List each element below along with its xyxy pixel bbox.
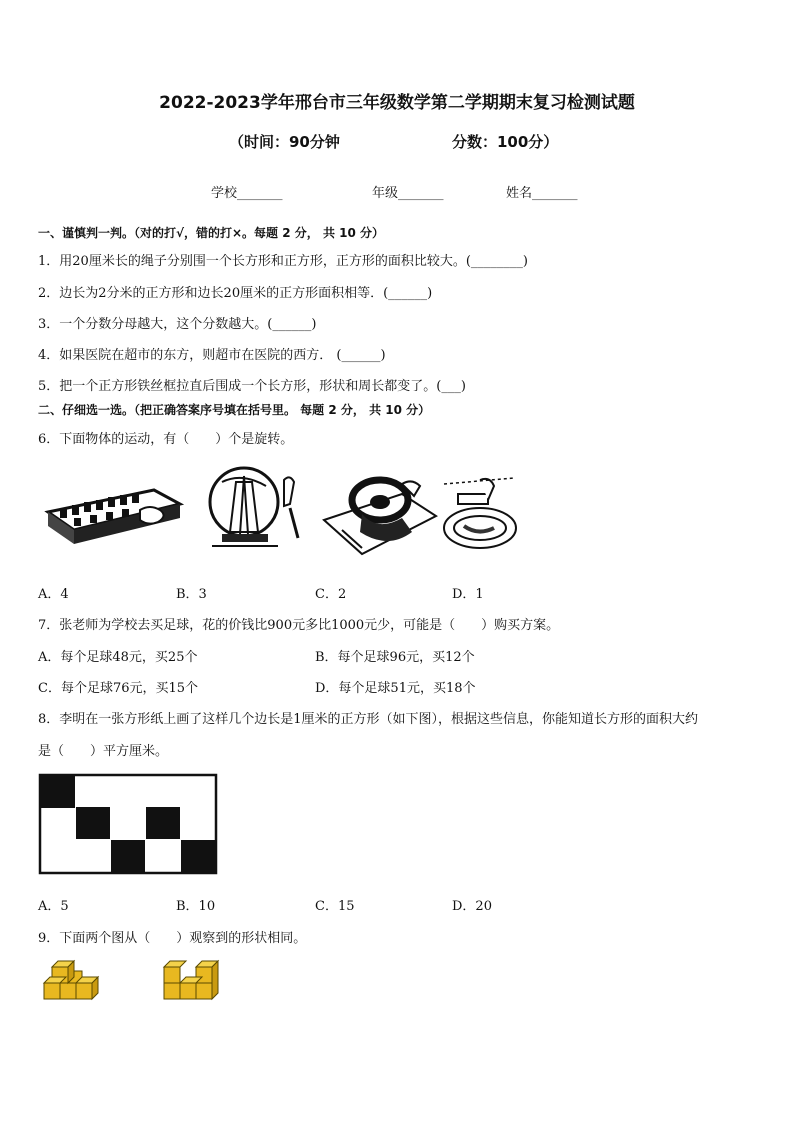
name-field[interactable]: 姓名_______	[506, 186, 578, 201]
q6-option-c[interactable]: C．2	[315, 587, 347, 602]
faucet-icon	[440, 474, 520, 554]
cube-stack-icon	[42, 955, 102, 1005]
q8-option-c[interactable]: C．15	[315, 899, 355, 914]
abacus-icon	[44, 482, 184, 552]
q6-option-d[interactable]: D．1	[452, 587, 484, 602]
q7-option-b[interactable]: B．每个足球96元，买12个	[315, 650, 475, 665]
q7-option-d[interactable]: D．每个足球51元，买18个	[315, 681, 476, 696]
time-label: （时间：90分钟	[229, 133, 340, 151]
section1-heading: 一、谨慎判一判。（对的打√，错的打×。每题 2 分， 共 10 分）	[38, 226, 384, 240]
question-9[interactable]: 9．下面两个图从（ ）观察到的形状相同。	[38, 931, 307, 946]
question-8[interactable]: 8．李明在一张方形纸上画了这样几个边长是1厘米的正方形（如下图），根据这些信息，你能知道长方形的面积大约	[38, 712, 699, 727]
q6-option-a[interactable]: A．4	[38, 587, 69, 602]
rectangle-squares-figure	[38, 773, 218, 875]
section2-heading: 二、仔细选一选。（把正确答案序号填在括号里。 每题 2 分， 共 10 分）	[38, 403, 431, 417]
question-5[interactable]: 5．把一个正方形铁丝框拉直后围成一个长方形，形状和周长都变了。(___)	[38, 379, 466, 394]
q8-option-d[interactable]: D．20	[452, 899, 492, 914]
question-6[interactable]: 6．下面物体的运动，有（ ）个是旋转。	[38, 432, 294, 447]
question-4[interactable]: 4．如果医院在超市的东方，则超市在医院的西方． (______)	[38, 348, 386, 363]
q7-option-c[interactable]: C．每个足球76元，买15个	[38, 681, 199, 696]
question-2[interactable]: 2．边长为2分米的正方形和边长20厘米的正方形面积相等．(______)	[38, 286, 433, 301]
grade-field[interactable]: 年级_______	[372, 186, 444, 201]
question-1[interactable]: 1．用20厘米长的绳子分别围一个长方形和正方形，正方形的面积比较大。(________)	[38, 254, 528, 269]
globe-icon	[192, 462, 312, 554]
question-3[interactable]: 3．一个分数分母越大，这个分数越大。(______)	[38, 317, 317, 332]
question-8-cont: 是（ ）平方厘米。	[38, 744, 169, 759]
q8-option-a[interactable]: A．5	[38, 899, 69, 914]
cube-stack-icon	[162, 955, 228, 1005]
q8-option-b[interactable]: B．10	[176, 899, 216, 914]
steering-wheel-icon	[322, 470, 438, 556]
question-7[interactable]: 7．张老师为学校去买足球，花的价钱比900元多比1000元少，可能是（ ）购买方案。	[38, 618, 560, 633]
score-label: 分数：100分）	[452, 133, 559, 151]
q6-option-b[interactable]: B．3	[176, 587, 207, 602]
page-title: 2022-2023学年邢台市三年级数学第二学期期末复习检测试题	[159, 93, 635, 113]
q7-option-a[interactable]: A．每个足球48元，买25个	[38, 650, 198, 665]
school-field[interactable]: 学校_______	[211, 186, 283, 201]
